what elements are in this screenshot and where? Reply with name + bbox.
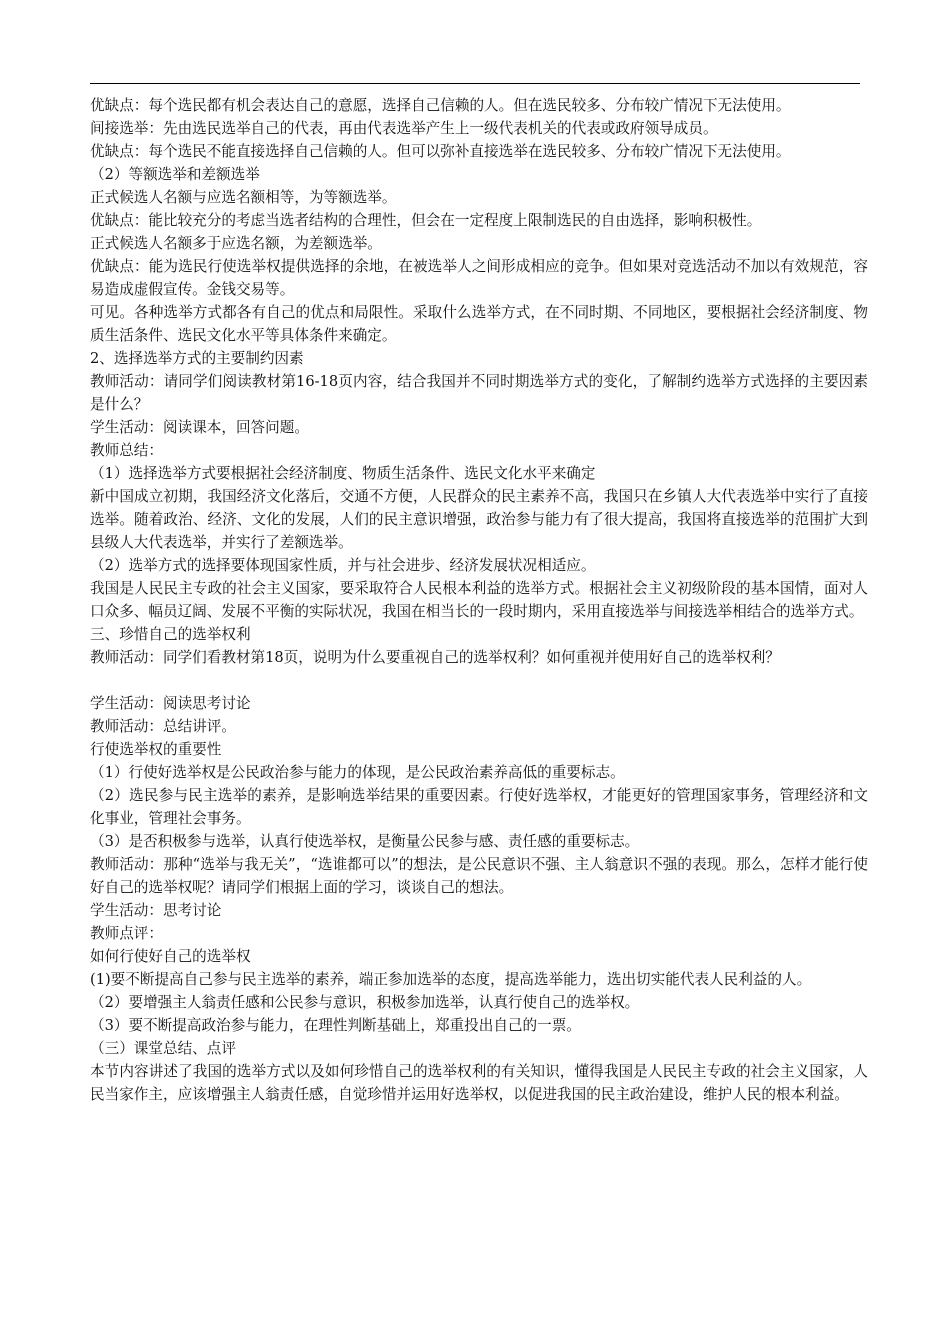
paragraph: 正式候选人名额与应选名额相等，为等额选举。 xyxy=(90,189,397,206)
paragraph: （1）行使好选举权是公民政治参与能力的体现，是公民政治素养高低的重要标志。 xyxy=(90,764,625,781)
paragraph: 正式候选人名额多于应选名额，为差额选举。 xyxy=(90,235,382,252)
paragraph xyxy=(90,669,868,692)
paragraph: 教师总结： xyxy=(90,442,163,459)
header-rule xyxy=(90,83,860,84)
paragraph: 学生活动：阅读课本，回答问题。 xyxy=(90,419,309,436)
paragraph: 优缺点：能比较充分的考虑当选者结构的合理性，但会在一定程度上限制选民的自由选择，影响积极性。 xyxy=(90,212,762,229)
paragraph: （2）选民参与民主选举的素养，是影响选举结果的重要因素。行使好选举权，才能更好的管理国家事务，管理经济和文化事业，管理社会事务。 xyxy=(90,787,868,827)
document-body xyxy=(90,94,868,1106)
paragraph: （2）选举方式的选择要体现国家性质，并与社会进步、经济发展状况相适应。 xyxy=(90,557,596,574)
paragraph: 教师活动：同学们看教材第18页，说明为什么要重视自己的选举权利？如何重视并使用好自己的选举权利？ xyxy=(90,649,780,666)
paragraph: 新中国成立初期，我国经济文化落后，交通不方便，人民群众的民主素养不高，我国只在乡镇人大代表选举中实行了直接选举。随着政治、经济、文化的发展，人们的民主意识增强，政治参与能力有了很大提高，我国将直接选举的范围扩大到县级人大代表选举，并实行了差额选举。 xyxy=(90,488,868,551)
paragraph: 如何行使好自己的选举权 xyxy=(90,948,251,965)
paragraph: 行使选举权的重要性 xyxy=(90,741,222,758)
paragraph: 三、珍惜自己的选举权利 xyxy=(90,626,251,643)
paragraph: 学生活动：阅读思考讨论 xyxy=(90,695,251,712)
paragraph: （2）要增强主人翁责任感和公民参与意识，积极参加选举，认真行使自己的选举权。 xyxy=(90,994,640,1011)
paragraph: 教师活动：请同学们阅读教材第16-18页内容，结合我国并不同时期选举方式的变化，了解制约选举方式选择的主要因素是什么？ xyxy=(90,373,868,413)
paragraph: （1）选择选举方式要根据社会经济制度、物质生活条件、选民文化水平来确定 xyxy=(90,465,596,482)
paragraph: （2）等额选举和差额选举 xyxy=(90,166,260,183)
paragraph: 可见。各种选举方式都各有自己的优点和局限性。采取什么选举方式，在不同时期、不同地区，要根据社会经济制度、物质生活条件、选民文化水平等具体条件来确定。 xyxy=(90,304,868,344)
paragraph: （3）要不断提高政治参与能力，在理性判断基础上，郑重投出自己的一票。 xyxy=(90,1017,581,1034)
paragraph: （三）课堂总结、点评 xyxy=(90,1040,236,1057)
paragraph: 教师活动：总结讲评。 xyxy=(90,718,236,735)
paragraph: 教师活动：那种“选举与我无关”，“选谁都可以”的想法，是公民意识不强、主人翁意识不强的表现。那么，怎样才能行使好自己的选举权呢？请同学们根据上面的学习，谈谈自己的想法。 xyxy=(90,856,868,896)
paragraph: （3）是否积极参与选举，认真行使选举权，是衡量公民参与感、责任感的重要标志。 xyxy=(90,833,640,850)
paragraph: 优缺点：能为选民行使选举权提供选择的余地，在被选举人之间形成相应的竞争。但如果对竞选活动不加以有效规范，容易造成虚假宣传。金钱交易等。 xyxy=(90,258,868,298)
paragraph: (1)要不断提高自己参与民主选举的素养，端正参加选举的态度，提高选举能力，选出切实能代表人民利益的人。 xyxy=(90,971,812,988)
paragraph: 间接选举：先由选民选举自己的代表，再由代表选举产生上一级代表机关的代表或政府领导成员。 xyxy=(90,120,718,137)
paragraph: 本节内容讲述了我国的选举方式以及如何珍惜自己的选举权利的有关知识，懂得我国是人民民主专政的社会主义国家，人民当家作主，应该增强主人翁责任感，自觉珍惜并运用好选举权，以促进我国的民主政治建设，维护人民的根本利益。 xyxy=(90,1063,868,1103)
paragraph: 优缺点：每个选民都有机会表达自己的意愿，选择自己信赖的人。但在选民较多、分布较广情况下无法使用。 xyxy=(90,97,791,114)
paragraph: 教师点评： xyxy=(90,925,163,942)
paragraph: 优缺点：每个选民不能直接选择自己信赖的人。但可以弥补直接选举在选民较多、分布较广情况下无法使用。 xyxy=(90,143,791,160)
paragraph: 学生活动：思考讨论 xyxy=(90,902,222,919)
paragraph: 2、选择选举方式的主要制约因素 xyxy=(90,350,304,367)
paragraph: 我国是人民民主专政的社会主义国家，要采取符合人民根本利益的选举方式。根据社会主义初级阶段的基本国情，面对人口众多、幅员辽阔、发展不平衡的实际状况，我国在相当长的一段时期内，采用直接选举与间接选举相结合的选举方式。 xyxy=(90,580,868,620)
